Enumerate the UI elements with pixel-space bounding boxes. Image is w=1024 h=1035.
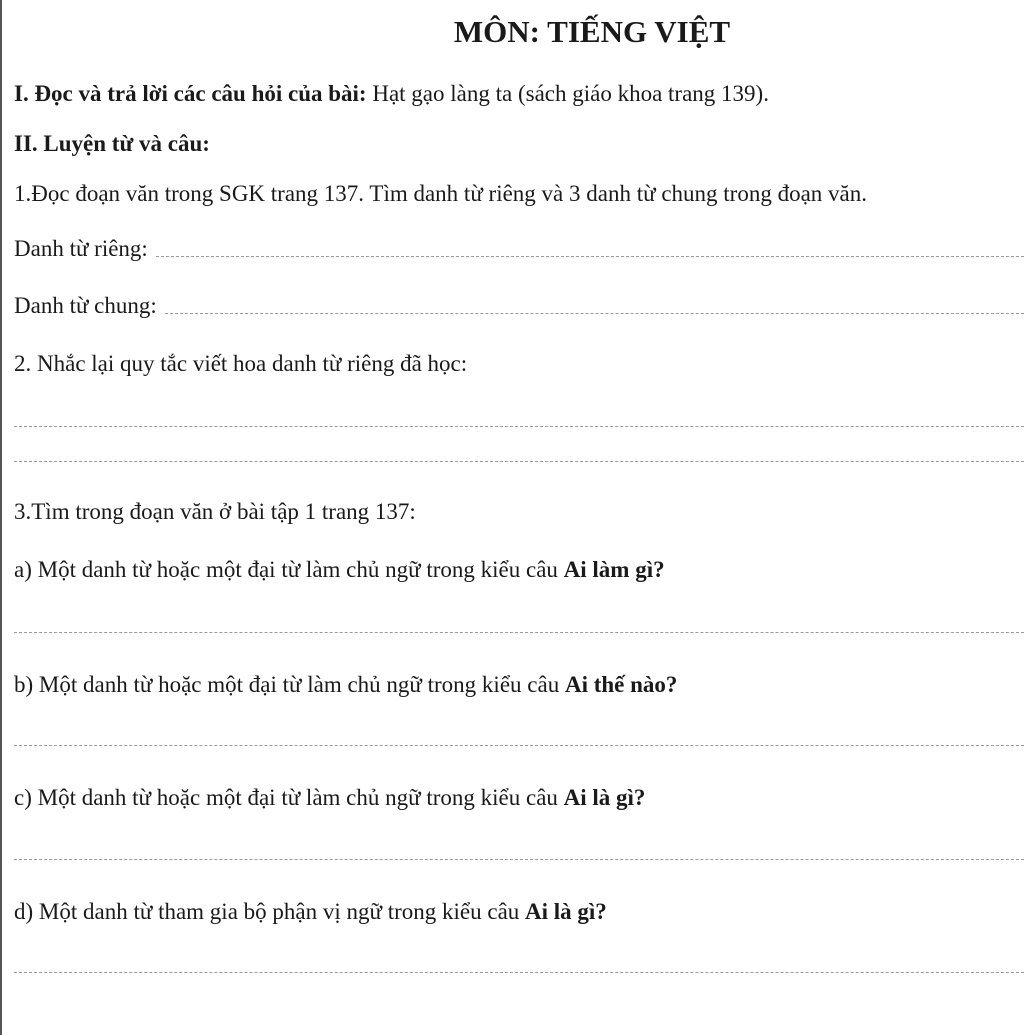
section-1-line <box>14 82 769 105</box>
question-1-prompt: 1.Đọc đoạn văn trong SGK trang 137. Tìm danh từ riêng và 3 danh từ chung trong đoạn văn. <box>14 181 867 206</box>
common-noun-answer-line[interactable] <box>165 313 1024 314</box>
proper-noun-row <box>14 237 1024 260</box>
question-3c-answer-line[interactable] <box>14 859 1024 860</box>
question-3b-prompt <box>14 673 677 696</box>
question-3b-sentence-type: Ai thế nào? <box>564 672 678 697</box>
question-3c-text: c) Một danh từ hoặc một đại từ làm chủ ngữ trong kiểu câu <box>14 785 564 810</box>
common-noun-label: Danh từ chung: <box>14 293 157 318</box>
section-2-label: II. Luyện từ và câu: <box>14 131 210 156</box>
question-3a-prompt <box>14 558 665 581</box>
question-3-prompt: 3.Tìm trong đoạn văn ở bài tập 1 trang 137: <box>14 499 416 524</box>
question-3a-answer-line[interactable] <box>14 632 1024 633</box>
question-3c-sentence-type: Ai là gì? <box>563 785 646 810</box>
question-2-answer-line-2[interactable] <box>14 461 1024 462</box>
question-3d-prompt <box>14 900 607 923</box>
question-3b-answer-line[interactable] <box>14 745 1024 746</box>
section-1-text: Hạt gạo làng ta (sách giáo khoa trang 139). <box>366 81 769 106</box>
question-3d-sentence-type: Ai là gì? <box>525 899 607 924</box>
common-noun-row <box>14 294 1024 317</box>
section-1-label: I. Đọc và trả lời các câu hỏi của bài: <box>14 81 367 106</box>
page-title: MÔN: TIẾNG VIỆT <box>453 14 731 49</box>
question-3d-text: d) Một danh từ tham gia bộ phận vị ngữ trong kiểu câu <box>14 899 526 924</box>
question-2-answer-line-1[interactable] <box>14 426 1024 427</box>
question-3b-text: b) Một danh từ hoặc một đại từ làm chủ ngữ trong kiểu câu <box>14 672 565 697</box>
question-3c-prompt <box>14 786 645 809</box>
question-3a-text: a) Một danh từ hoặc một đại từ làm chủ ngữ trong kiểu câu <box>14 557 564 582</box>
question-3a-sentence-type: Ai làm gì? <box>563 557 665 582</box>
question-2-prompt: 2. Nhắc lại quy tắc viết hoa danh từ riêng đã học: <box>14 351 468 376</box>
question-3d-answer-line[interactable] <box>14 972 1024 973</box>
proper-noun-answer-line[interactable] <box>156 256 1024 257</box>
proper-noun-label: Danh từ riêng: <box>14 236 148 261</box>
